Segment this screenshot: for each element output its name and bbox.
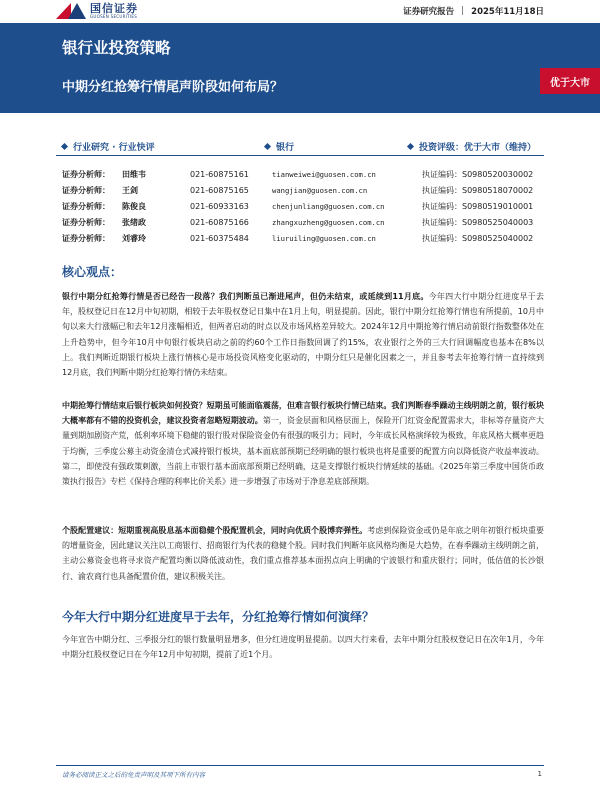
footer-divider [56,765,544,766]
category-sector [265,140,294,153]
core-p1-lead: 银行中期分红抢筹行情是否已经告一段落？我们判断虽已渐进尾声，但仍未结束，或延续到11月底。 [62,292,429,301]
company-logo [56,2,138,20]
analyst-row [62,183,542,199]
core-p1-body: 今年四大行中期分红进度早于去年，股权登记日在12月中旬初期，相较于去年股权登记日集中在1月上旬，明显提前。因此，银行中期分红抢筹行情也有所提前，10月中旬以来大行涨幅已和去年12月涨幅相近，但两者启动的时点以及市场风格差异较大。2024年12月中期抢筹行情启动前银行指数整体处在上升趋势中，但今年10月中旬银行板块启动之前的约60个工作日指数回调了约15%，农业银行之外的三大行回调幅度也基本在8%以上。我们判断近期银行板块上涨行情核心是市场投资风格变化驱动的，中期分红只是催化因素之一，并且参考去年抢筹行情一直持续到12月底，我们判断中期分红抢筹行情仍未结束。 [62,292,544,378]
section-2-heading: 今年大行中期分红进度早于去年，分红抢筹行情如何演绎？ [62,610,375,624]
diamond-icon [407,143,414,150]
analyst-role: 证券分析师： [62,233,110,243]
meta-divider [462,6,463,15]
analyst-phone: 021-60875165 [190,186,249,196]
report-date: 2025年11月18日 [471,7,544,17]
analyst-role: 证券分析师： [62,170,110,180]
analyst-cert: 执证编码：S0980519010001 [422,201,534,211]
rating-tab: 优于大市 [540,68,600,94]
category-industry [62,140,155,153]
analyst-role: 证券分析师： [62,217,110,227]
analyst-role: 证券分析师： [62,201,110,211]
category-sector-label: 银行 [276,143,295,153]
core-p3-body: 考虑到保险资金或仍是年底之明年初银行板块重要的增量资金，因此建议关注以工商银行、招商银行为代表的稳健个股。同时我们判断年底风格均衡是大趋势，在春季躁动主线明朗之前，主动公募资金也将寻求资产配置均衡以降低波动性，我们重点推荐基本面拐点向上明确的宁波银行和重庆银行；同时，低估值的长沙银行、渝农商行也具备配置价值，建议积极关注。 [62,526,545,581]
analyst-name: 田维韦 [122,170,146,180]
top-header [0,0,600,22]
analyst-cert: 执证编码：S0980518070002 [422,186,534,196]
category-rating-label: 投资评级：优于大市（维持） [419,143,537,153]
logo-mark-icon [56,3,86,19]
analyst-row [62,167,542,183]
category-industry-label: 行业研究 · 行业快评 [73,143,155,153]
analyst-name: 张绪政 [122,217,146,227]
analyst-row [62,230,542,246]
category-divider [56,155,544,156]
category-rating [408,140,536,153]
analyst-email[interactable]: liuruiling@guosen.com.cn [272,233,376,243]
core-p2-body: 第一，资金层面和风格层面上，保险开门红资金配置需求大，非标等存量资产大量到期加剧资产荒，低利率环境下稳健的银行股对保险资金仍有很强的吸引力；同时，今年成长风格演绎较为极致，年底风格大概率更趋于均衡，三季度公募主动资金清仓式减持银行板块，基本面底部预期已经明确的银行板块也将是重要的配置方向以降低资产收益率波动。第二，即使没有强政策刺激，当前上市银行基本面底部预期已经明确，这是支撑银行板块行情延续的基础。《2025年第三季度中国货币政策执行报告》专栏《保持合理的利率比价关系》进一步增强了市场对于净息差底部预期。 [62,416,545,487]
core-paragraph-2 [62,398,544,489]
analyst-phone: 021-60875161 [190,170,249,180]
logo-name: 国信证券 [90,2,138,15]
core-paragraph-1 [62,289,544,380]
analyst-phone: 021-60375484 [190,233,249,243]
core-heading: 核心观点： [62,265,123,279]
logo-english-name: GUOSEN SECURITIES [90,14,138,19]
core-paragraph-3 [62,523,544,584]
analyst-cert: 执证编码：S0980525040003 [422,217,534,227]
core-p3-lead: 个股配置建议：短期重视高股息基本面稳健个股配置机会，同时向优质个股博弈弹性。 [62,526,368,535]
footer-disclaimer: 请务必阅读正文之后的免责声明及其项下所有内容 [62,771,205,779]
analyst-row [62,214,542,230]
analyst-phone: 021-60933163 [190,201,249,211]
report-subtitle: 中期分红抢筹行情尾声阶段如何布局？ [62,80,284,95]
diamond-icon [61,143,68,150]
analyst-phone: 021-60875166 [190,217,249,227]
analyst-table [62,167,542,246]
report-meta [403,5,544,17]
section-2-paragraph: 今年宣告中期分红、三季报分红的银行数量明显增多，但分红进度明显提前。以四大行来看，去年中期分红股权登记日在次年1月，今年中期分红股权登记日在今年12月中旬初期，提前了近1个月。 [62,635,544,660]
report-title: 银行业投资策略 [62,39,171,57]
report-type: 证券研究报告 [403,7,455,17]
analyst-role: 证券分析师： [62,186,110,196]
analyst-email[interactable]: zhangxuzheng@guosen.com.cn [272,217,385,227]
analyst-cert: 执证编码：S0980525040002 [422,233,534,243]
core-p2-lead: 中期抢筹行情结束后银行板块如何投资？短期虽可能面临震荡，但难言银行板块行情已结束。我们判断春季躁动主线明朗之前，银行板块大概率都有不错的投资机会，建议投资者忽略短期波动。 [62,401,544,426]
diamond-icon [264,143,271,150]
analyst-name: 王剑 [122,186,138,196]
analyst-email[interactable]: wangjian@guosen.com.cn [272,186,368,196]
analyst-cert: 执证编码：S0980520030002 [422,170,534,180]
page-number: 1 [537,770,542,778]
analyst-email[interactable]: chenjunliang@guosen.com.cn [272,201,385,211]
title-banner [0,23,600,113]
analyst-email[interactable]: tianweiwei@guosen.com.cn [272,170,376,180]
analyst-name: 陈俊良 [122,201,146,211]
analyst-row [62,199,542,215]
analyst-name: 刘睿玲 [122,233,146,243]
